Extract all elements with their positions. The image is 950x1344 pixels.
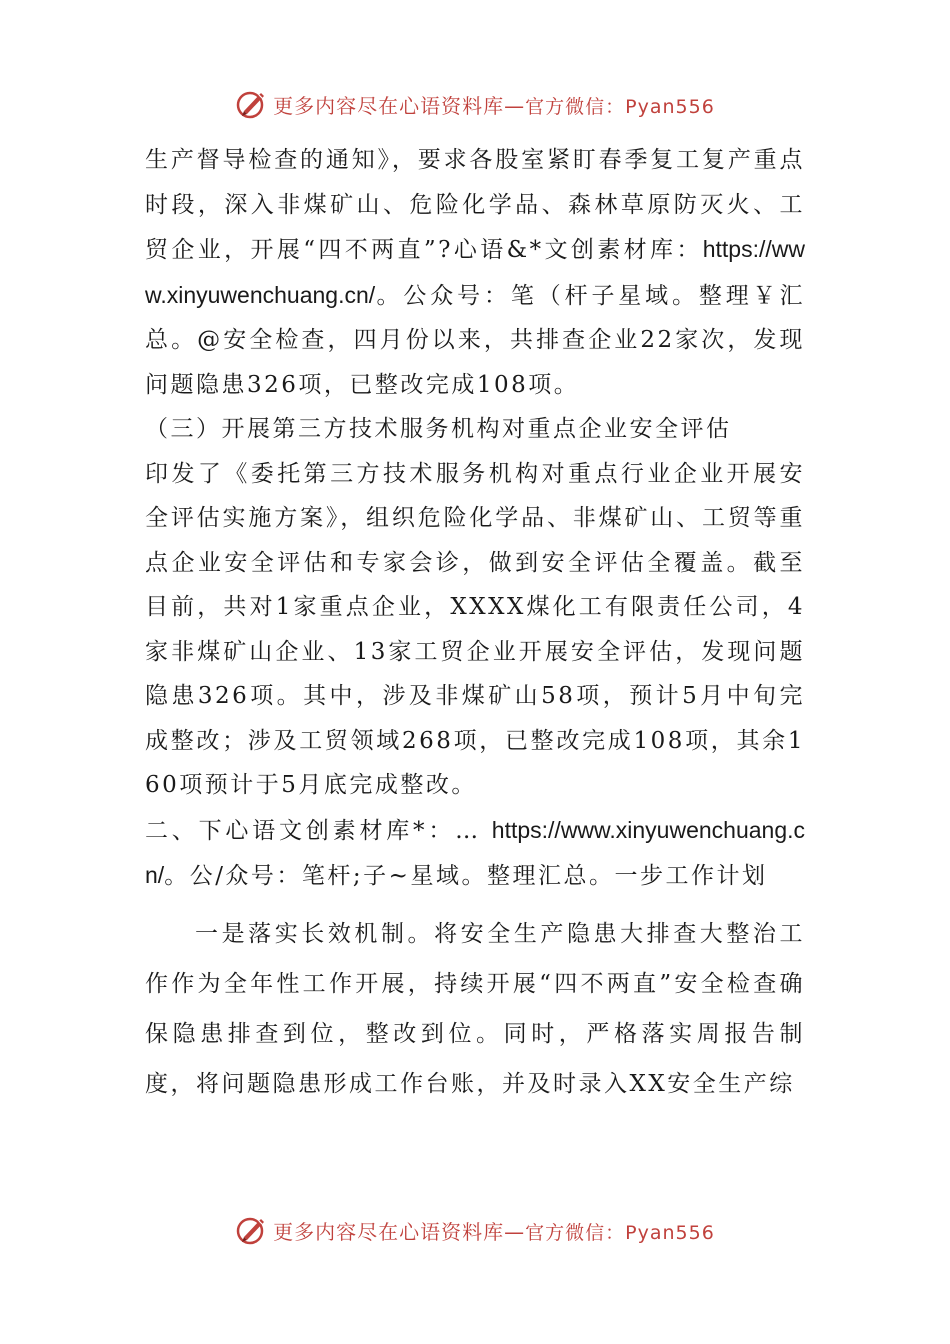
- section-heading-2-b: 。公/众号：笔杆;子~星域。整理汇总。一步工作计划: [164, 863, 768, 889]
- pen-logo-icon: [235, 87, 269, 121]
- paragraph-1: [145, 138, 805, 407]
- banner-separator: —: [504, 93, 526, 118]
- paragraph-2: 印发了《委托第三方技术服务机构对重点行业企业开展安全评估实施方案》，组织危险化学品、非煤矿山、工贸等重点企业安全评估和专家会诊，做到安全评估全覆盖。截至目前，共对1家重点企业，XXXX煤化工有限责任公司，4家非煤矿山企业、13家工贸企业开展安全评估，发现问题隐患326项。其中，涉及非煤矿山58项，预计5月中旬完成整改；涉及工贸领域268项，已整改完成108项，其余160项预计于5月底完成整改。: [145, 460, 805, 798]
- banner-text: [273, 1216, 715, 1245]
- paragraph-3: 一是落实长效机制。将安全生产隐患大排查大整治工作作为全年性工作开展，持续开展“四不两直”安全检查确保隐患排查到位，整改到位。同时，严格落实周报告制度，将问题隐患形成工作台账，并及时录入XX安全生产综: [145, 920, 805, 1097]
- section-heading-3: （三）开展第三方技术服务机构对重点企业安全评估: [145, 416, 732, 442]
- section-heading-2-a: 二、下心语文创素材库*：…: [145, 817, 492, 844]
- banner-separator: —: [504, 1219, 526, 1244]
- section-heading-2: [145, 808, 805, 899]
- pen-logo-icon: [235, 1213, 269, 1247]
- banner-text: [273, 90, 715, 119]
- paragraph-1-rest: 。公众号：笔（杆子星域。整理￥汇总。@安全检查，四月份以来，共排查企业22家次，发现问题隐患326项，已整改完成108项。: [145, 282, 805, 398]
- banner-wechat: 官方微信：Pyan556: [525, 95, 715, 118]
- header-watermark-banner: [0, 84, 950, 124]
- section-heading-2-url: https://www.xinyuwenchuang.cn/: [145, 816, 805, 888]
- paragraph-1-text: 生产督导检查的通知》，要求各股室紧盯春季复工复产重点时段，深入非煤矿山、危险化学品、森林草原防灭火、工贸企业，开展“四不两直”?心语&*文创素材库：: [145, 147, 805, 263]
- footer-watermark-banner: [0, 1210, 950, 1250]
- paragraph-1-url: https://www.xinyuwenchuang.cn/: [145, 236, 805, 308]
- banner-wechat: 官方微信：Pyan556: [525, 1221, 715, 1244]
- banner-site: 更多内容尽在心语资料库: [273, 93, 505, 118]
- banner-site: 更多内容尽在心语资料库: [273, 1219, 505, 1244]
- document-body: [145, 138, 805, 1109]
